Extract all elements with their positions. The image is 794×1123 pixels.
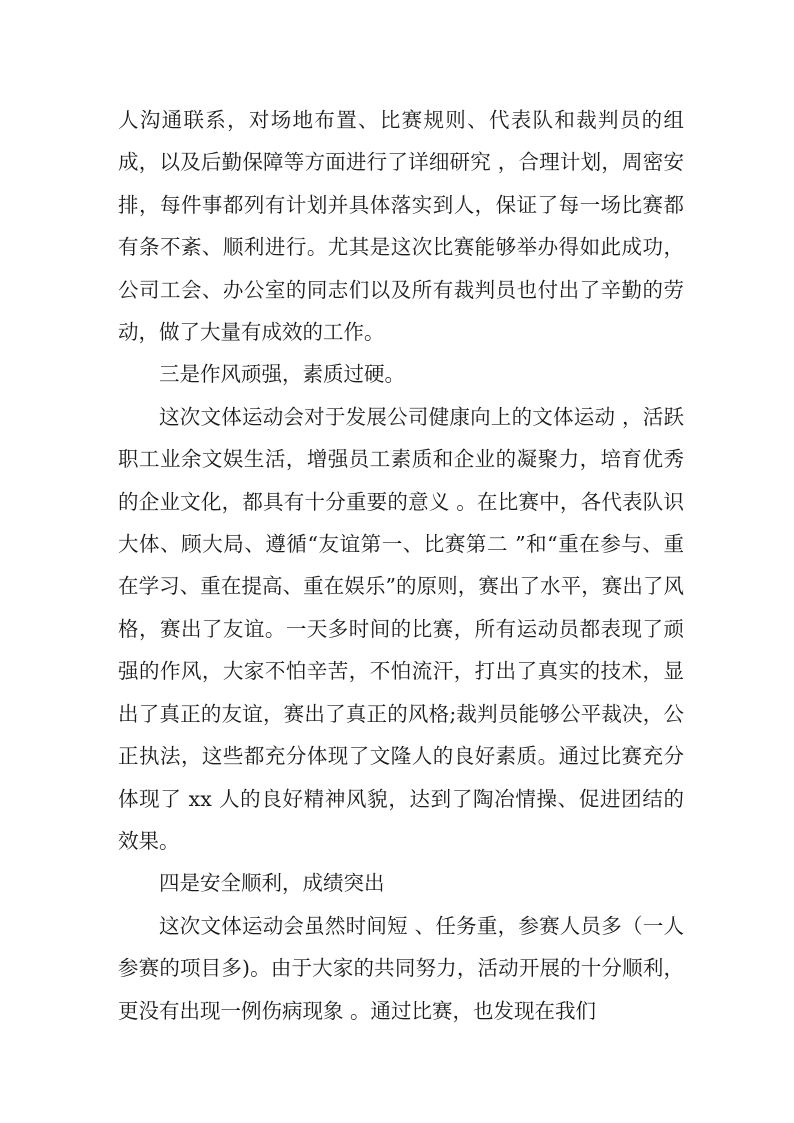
heading-point-three: 三是作风顽强，素质过硬。 bbox=[159, 362, 405, 387]
heading-point-four: 四是安全顺利，成绩突出 bbox=[159, 871, 385, 896]
paragraph-organization: 人沟通联系，对场地布置、比赛规则、代表队和裁判员的组成，以及后勤保障等方面进行了详细研究 ，合理计划，周密安排，每件事都列有计划并具体落实到人，保证了每一场比赛都有条不紊、顺利进行。尤其是这次比赛能够举办得如此成功，公司工会、办公室的同志们以及所有裁判员也付出了辛勤的劳动，做了大量有成效的工作。 bbox=[118, 108, 684, 345]
paragraph-safety-results: 这次文体运动会虽然时间短 、任务重，参赛人员多（一人参赛的项目多)。由于大家的共同努力，活动开展的十分顺利，更没有出现一例伤病现象 。通过比赛，也发现在我们 bbox=[118, 913, 684, 1023]
document-page bbox=[118, 99, 684, 1032]
paragraph-sports-meeting-significance: 这次文体运动会对于发展公司健康向上的文体运动 ，活跃职工业余文娱生活，增强员工素质和企业的凝聚力，培育优秀的企业文化，都具有十分重要的意义 。在比赛中，各代表队识大体、顾大局、遵循“友谊第一、比赛第二 ”和“重在参与、重在学习、重在提高、重在娱乐”的原则，赛出了水平，赛出了风格，赛出了友谊。一天多时间的比赛，所有运动员都表现了顽强的作风，大家不怕辛苦，不怕流汗，打出了真实的技术，显出了真正的友谊，赛出了真正的风格;裁判员能够公平裁决，公正执法，这些都充分体现了文隆人的良好素质。通过比赛充分体现了 xx 人的良好精神风貌，达到了陶冶情操、促进团结的效果。 bbox=[118, 404, 684, 853]
